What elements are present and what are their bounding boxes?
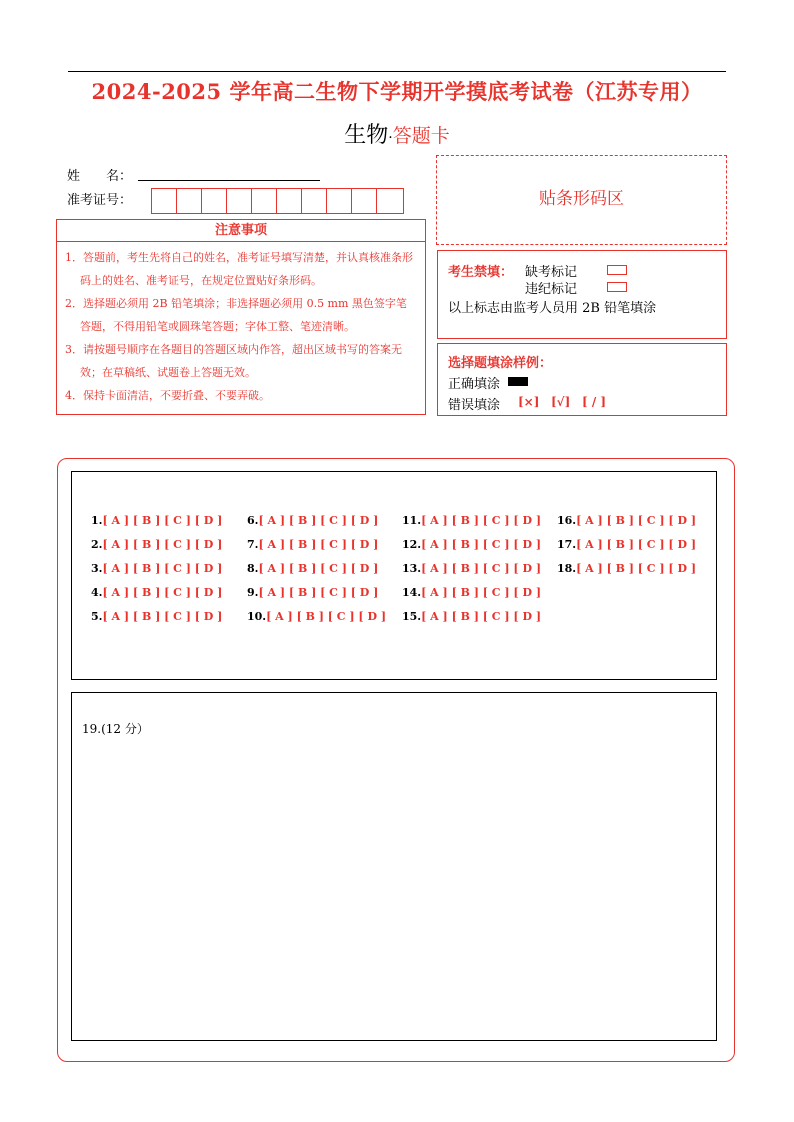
notice-box: [56, 219, 426, 415]
notice-item: 2．选择题必须用 2B 铅笔填涂；非选择题必须用 0.5 mm 黑色签字笔答题，不得用铅笔或圆珠笔答题；字体工整、笔迹清晰。: [65, 297, 407, 333]
name-label: 姓 名：: [67, 169, 133, 184]
absent-mark[interactable]: [607, 262, 627, 277]
card-title: [0, 118, 794, 149]
id-digit-box[interactable]: [177, 189, 202, 213]
choice-row[interactable]: 7.[ A ] [ B ] [ C ] [ D ]: [247, 538, 379, 551]
card-label: 答题卡: [392, 125, 450, 147]
absent-label: 缺考标记: [525, 265, 578, 280]
subject-name: 生物: [344, 123, 389, 148]
choice-row[interactable]: 11.[ A ] [ B ] [ C ] [ D ]: [402, 514, 542, 527]
correct-fill-mark: [508, 377, 528, 386]
choice-question-box: [71, 471, 717, 680]
choice-row[interactable]: 10.[ A ] [ B ] [ C ] [ D ]: [247, 610, 387, 623]
id-digit-box[interactable]: [327, 189, 352, 213]
choice-row[interactable]: 1.[ A ] [ B ] [ C ] [ D ]: [91, 514, 223, 527]
exam-title: 2024-2025 学年高二生物下学期开学摸底考试卷（江苏专用）: [91, 79, 703, 104]
wrong-fill-label: 错误填涂: [448, 398, 501, 413]
wrong-mark-x: [×]: [518, 395, 540, 409]
notice-list: [57, 242, 425, 407]
id-digit-box[interactable]: [352, 189, 377, 213]
wrong-mark-slash: [ / ]: [582, 395, 607, 409]
choice-row[interactable]: 6.[ A ] [ B ] [ C ] [ D ]: [247, 514, 379, 527]
fill-sample-box: [437, 343, 727, 416]
notice-item: 3．请按题号顺序在各题目的答题区域内作答，超出区域书写的答案无效；在草稿纸、试题卷上答题无效。: [65, 343, 402, 379]
forbidden-label: 考生禁填：: [448, 265, 514, 280]
question-19-label: 19.(12 分）: [82, 722, 149, 736]
correct-fill-label: 正确填涂: [448, 377, 501, 392]
choice-row[interactable]: 14.[ A ] [ B ] [ C ] [ D ]: [402, 586, 542, 599]
choice-row[interactable]: 9.[ A ] [ B ] [ C ] [ D ]: [247, 586, 379, 599]
notice-heading: 注意事项: [57, 220, 425, 242]
id-digit-box[interactable]: [227, 189, 252, 213]
forbidden-box: [437, 250, 727, 339]
id-digit-box[interactable]: [302, 189, 327, 213]
choice-row[interactable]: 18.[ A ] [ B ] [ C ] [ D ]: [557, 562, 697, 575]
choice-row[interactable]: 3.[ A ] [ B ] [ C ] [ D ]: [91, 562, 223, 575]
choice-row[interactable]: 16.[ A ] [ B ] [ C ] [ D ]: [557, 514, 697, 527]
notice-item: 4．保持卡面清洁，不要折叠、不要弄破。: [65, 389, 270, 402]
forbidden-note: 以上标志由监考人员用 2B 铅笔填涂: [448, 301, 657, 316]
choice-row[interactable]: 17.[ A ] [ B ] [ C ] [ D ]: [557, 538, 697, 551]
id-digit-box[interactable]: [252, 189, 277, 213]
choice-row[interactable]: 2.[ A ] [ B ] [ C ] [ D ]: [91, 538, 223, 551]
wrong-mark-check: [√]: [551, 395, 571, 409]
choice-row[interactable]: 8.[ A ] [ B ] [ C ] [ D ]: [247, 562, 379, 575]
fill-sample-title: 选择题填涂样例：: [448, 356, 553, 371]
id-digit-box[interactable]: [277, 189, 302, 213]
barcode-area: 贴条形码区: [436, 155, 727, 245]
choice-row[interactable]: 12.[ A ] [ B ] [ C ] [ D ]: [402, 538, 542, 551]
violation-mark[interactable]: [607, 279, 627, 294]
id-digit-box[interactable]: [202, 189, 227, 213]
violation-label: 违纪标记: [525, 282, 578, 297]
id-digit-box[interactable]: [152, 189, 177, 213]
name-field[interactable]: [138, 180, 320, 181]
question-19-box[interactable]: [71, 692, 717, 1041]
title-separator: ·: [388, 130, 393, 146]
choice-row[interactable]: 4.[ A ] [ B ] [ C ] [ D ]: [91, 586, 223, 599]
exam-id-label: 准考证号：: [67, 193, 133, 208]
choice-row[interactable]: 15.[ A ] [ B ] [ C ] [ D ]: [402, 610, 542, 623]
choice-row[interactable]: 5.[ A ] [ B ] [ C ] [ D ]: [91, 610, 223, 623]
choice-row[interactable]: 13.[ A ] [ B ] [ C ] [ D ]: [402, 562, 542, 575]
exam-id-boxes[interactable]: [151, 188, 404, 214]
id-digit-box[interactable]: [377, 189, 403, 213]
top-rule: [68, 71, 726, 72]
notice-item: 1．答题前，考生先将自己的姓名，准考证号填写清楚，并认真核准条形码上的姓名、准考证号，在规定位置贴好条形码。: [65, 251, 413, 287]
